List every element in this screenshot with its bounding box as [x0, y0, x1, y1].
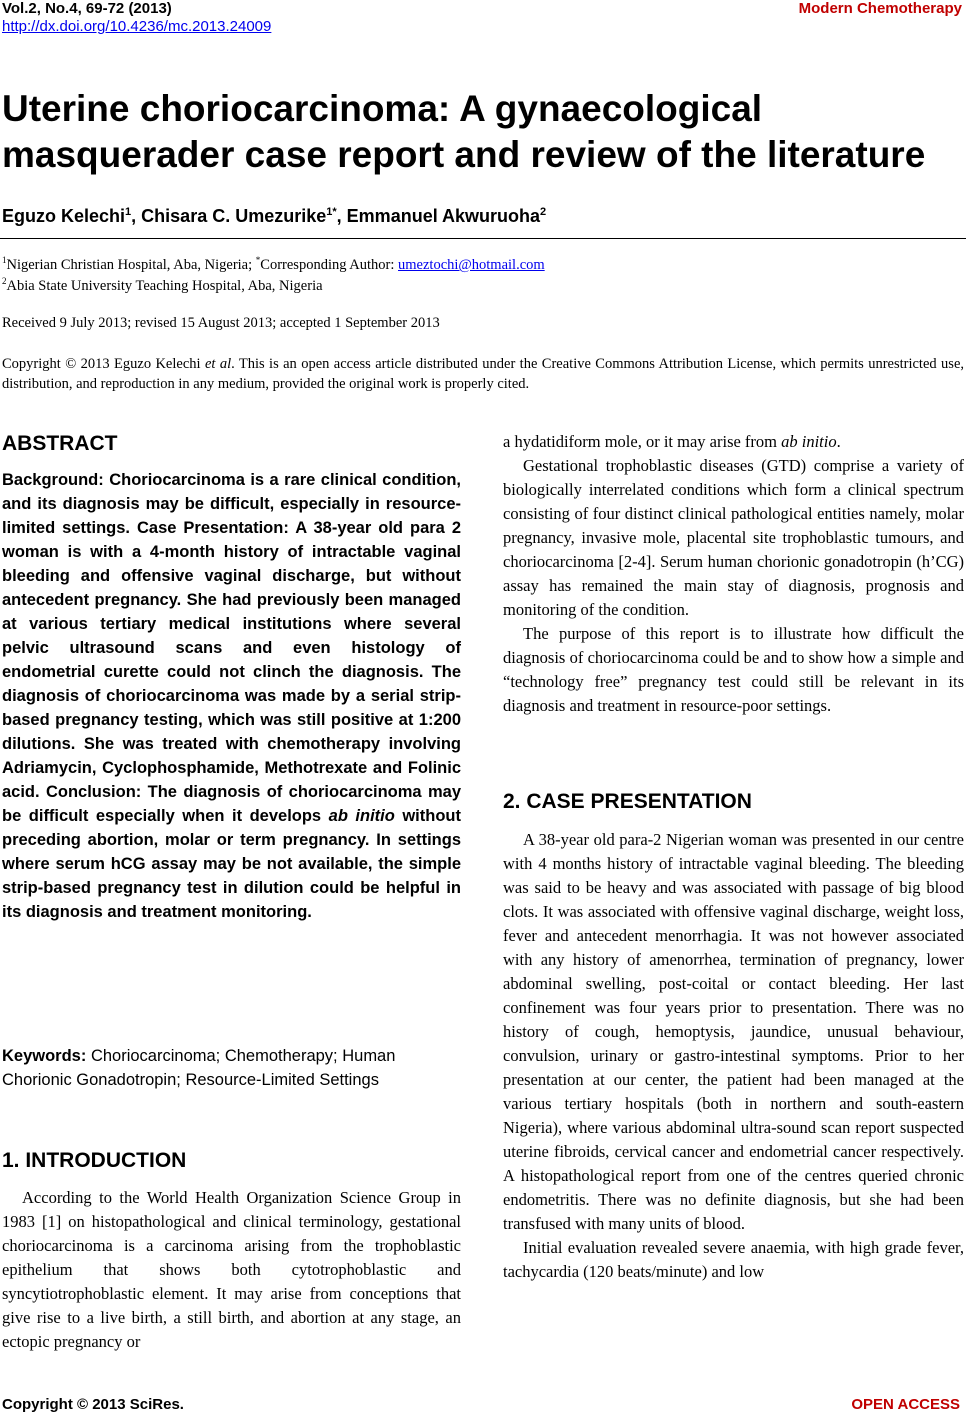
author-name: Eguzo Kelechi	[2, 206, 126, 226]
header-divider	[0, 238, 966, 239]
keywords-label: Keywords:	[2, 1047, 87, 1065]
abstract-heading: ABSTRACT	[2, 432, 118, 455]
author-separator: ,	[131, 206, 142, 226]
affiliation-2: $^2$Abia State University Teaching Hospital, Aba, Nigeria	[2, 276, 323, 294]
keywords-text: Choriocarcinoma; Chemotherapy; Human Chorionic Gonadotropin; Resource-Limited Settings	[2, 1047, 396, 1089]
paragraph: A 38-year old para-2 Nigerian woman was presented in our centre with 4 months history of intractable vaginal bleeding. The bleeding was said to be heavy and was associated with passage of big blood clots. It was associated with offensive vaginal discharge, weight loss, fever and antecedent menorrhagia. It was not however associated with any history of amenorrhea, termination of pregnancy, lower abdominal swelling, post-coital or contact bleeding. Her last confinement was four years prior to presentation. There was no history of cough, hemoptysis, jaundice, unusual behaviour, convulsion, urinary or gastro-intestinal symptoms. Prior to her presentation at our center, the patient had been managed at the various tertiary hospitals (both in northern and south-eastern Nigeria), where various abdominal ultra-sound scan report suspected uterine fibroids, cervical cancer and endometrial cancer respectively. A histopathological report from one of the centres queried chronic endometritis. There was no definite diagnosis, but she had been transfused with many units of blood.	[503, 830, 964, 1233]
introduction-heading: 1. INTRODUCTION	[2, 1149, 187, 1172]
introduction-body	[2, 1186, 461, 1354]
journal-volume: Vol.2, No.4, 69-72 (2013)	[2, 0, 172, 17]
author-name: Emmanuel Akwuruoha	[346, 206, 541, 226]
paragraph: The purpose of this report is to illustrate how difficult the diagnosis of choriocarcinoma could be and to show how a simple and “technology free” pregnancy test could still be relevant in its diagnosis and treatment in resource-poor settings.	[503, 624, 964, 715]
author-affiliation-marker: 2	[540, 206, 547, 218]
paragraph: Initial evaluation revealed severe anaemia, with high grade fever, tachycardia (120 beats/minute) and low	[503, 1238, 964, 1281]
paragraph: Gestational trophoblastic diseases (GTD) comprise a variety of biologically interrelated conditions which form a clinical spectrum consisting of four distinct clinical pathological entities namely, molar pregnancy, invasive mole, placental site trophoblastic tumours, and choriocarcinoma [2-4]. Serum human chorionic gonadotropin (h’CG) assay has remained the main stay of diagnosis, prognosis and monitoring of the condition.	[503, 456, 964, 619]
case-presentation-heading: 2. CASE PRESENTATION	[503, 790, 752, 813]
article-title: Uterine choriocarcinoma: A gynaecological masquerader case report and review of the literature	[2, 88, 926, 175]
author-list	[2, 206, 546, 227]
keywords	[2, 1044, 461, 1092]
corresponding-email-link[interactable]: umeztochi@hotmail.com	[398, 256, 545, 273]
journal-name: Modern Chemotherapy	[798, 0, 962, 17]
paragraph: a hydatidiform mole, or it may arise from ab initio.	[503, 432, 841, 451]
author-affiliation-marker: 1	[125, 206, 132, 218]
right-column-intro	[503, 430, 964, 718]
open-access-label: OPEN ACCESS	[851, 1396, 960, 1413]
copyright-notice: Copyright © 2013 Eguzo Kelechi et al. This is an open access article distributed under the Creative Commons Attribution License, which permits unrestricted use, distribution, and reproduction in any medium, provided the original work is properly cited.	[2, 356, 965, 392]
author-affiliation-marker: 1*	[326, 206, 337, 218]
case-presentation-body	[503, 828, 964, 1284]
doi-link[interactable]: http://dx.doi.org/10.4236/mc.2013.24009	[2, 18, 272, 35]
received-dates: Received 9 July 2013; revised 15 August 2013; accepted 1 September 2013	[2, 315, 440, 331]
author-separator: ,	[336, 206, 347, 226]
affiliation-1: $^1$Nigerian Christian Hospital, Aba, Nigeria; *Corresponding Author: umeztochi@hotmail.com	[2, 255, 545, 273]
author-name: Chisara C. Umezurike	[141, 206, 327, 226]
footer-copyright: Copyright © 2013 SciRes.	[2, 1396, 184, 1413]
paragraph: According to the World Health Organization Science Group in 1983 [1] on histopathological and clinical terminology, gestational choriocarcinoma is a carcinoma arising from the trophoblastic epithelium that shows both cytotrophoblastic and syncytiotrophoblastic element. It may arise from conceptions that give rise to a live birth, a still birth, and abortion at any stage, an ectopic pregnancy or	[2, 1188, 461, 1351]
abstract-text: Background: Choriocarcinoma is a rare clinical condition, and its diagnosis may be difficult, especially in resource-limited settings. Case Presentation: A 38-year old para 2 woman is with a 4-month history of intractable vaginal bleeding and offensive vaginal discharge, but without antecedent pregnancy. She had previously been managed at various tertiary medical institutions where several pelvic ultrasound scans and even histology of endometrial curette could not clinch the diagnosis. The diagnosis of choriocarcinoma was made by a serial strip-based pregnancy testing, which was still positive at 1:200 dilutions. She was treated with chemotherapy involving Adriamycin, Cyclophosphamide, Methotrexate and Folinic acid. Conclusion: The diagnosis of choriocarcinoma may be difficult especially when it develops ab initio without preceding abortion, molar or term pregnancy. In settings where serum hCG assay may be not available, the simple strip-based pregnancy test in dilution could be helpful in its diagnosis and treatment monitoring.	[2, 471, 461, 921]
